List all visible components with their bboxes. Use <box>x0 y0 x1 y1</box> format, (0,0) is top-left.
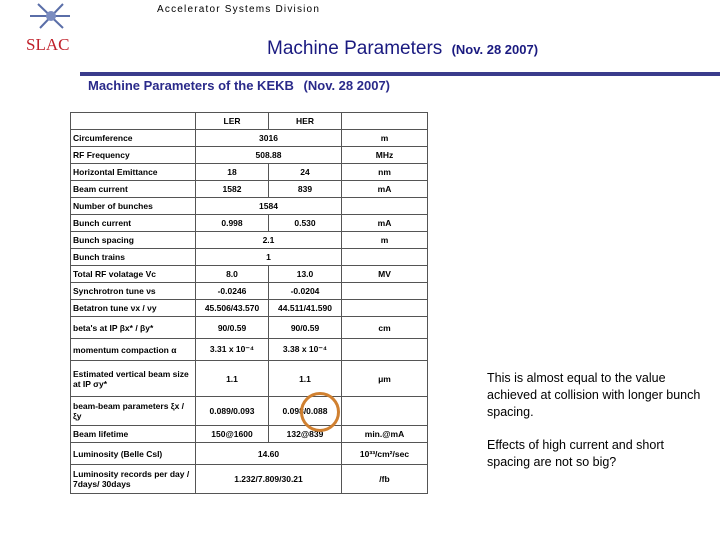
shared-value: 1584 <box>196 198 342 215</box>
ler-value: 18 <box>196 164 269 181</box>
her-value: 44.511/41.590 <box>269 300 342 317</box>
annotation-note-1: This is almost equal to the value achieved at collision with longer bunch spacing. <box>487 371 701 419</box>
table-row <box>71 249 428 266</box>
table-row <box>71 283 428 300</box>
unit-value <box>342 300 428 317</box>
unit-value: mA <box>342 215 428 232</box>
row-label: Luminosity (Belle CsI) <box>71 443 196 465</box>
row-label: Estimated vertical beam size at IP σy* <box>71 361 196 397</box>
table-title-text: Machine Parameters of the KEKB <box>88 78 294 93</box>
page-title <box>267 38 538 60</box>
ler-value: 0.998 <box>196 215 269 232</box>
her-value: 132@839 <box>269 426 342 443</box>
table-row <box>71 164 428 181</box>
unit-value: nm <box>342 164 428 181</box>
title-divider <box>80 72 720 76</box>
unit-value: min.@mA <box>342 426 428 443</box>
shared-value: 14.60 <box>196 443 342 465</box>
row-label: Horizontal Emittance <box>71 164 196 181</box>
unit-value: MV <box>342 266 428 283</box>
row-label: Beam lifetime <box>71 426 196 443</box>
row-label: Bunch spacing <box>71 232 196 249</box>
ler-value: 150@1600 <box>196 426 269 443</box>
her-value: -0.0204 <box>269 283 342 300</box>
table-row <box>71 317 428 339</box>
table-row <box>71 181 428 198</box>
row-label: momentum compaction α <box>71 339 196 361</box>
unit-value: mA <box>342 181 428 198</box>
table-row <box>71 443 428 465</box>
division-label: Accelerator Systems Division <box>157 4 321 15</box>
ler-value: 1.1 <box>196 361 269 397</box>
her-value: 13.0 <box>269 266 342 283</box>
row-label: Bunch trains <box>71 249 196 266</box>
row-label: Beam current <box>71 181 196 198</box>
header-parameter <box>71 113 196 130</box>
unit-value <box>342 397 428 426</box>
table-title-date: (Nov. 28 2007) <box>303 78 390 93</box>
her-value: 1.1 <box>269 361 342 397</box>
unit-value: MHz <box>342 147 428 164</box>
table-title <box>88 78 390 93</box>
ler-value: 0.089/0.093 <box>196 397 269 426</box>
row-label: Bunch current <box>71 215 196 232</box>
ler-value: 8.0 <box>196 266 269 283</box>
table-row <box>71 426 428 443</box>
ler-value: 90/0.59 <box>196 317 269 339</box>
unit-value: m <box>342 130 428 147</box>
header-unit <box>342 113 428 130</box>
row-label: Total RF volatage Vc <box>71 266 196 283</box>
row-label: beta's at IP βx* / βy* <box>71 317 196 339</box>
slac-logo-text: SLAC <box>26 35 70 54</box>
annotation-note-2: Effects of high current and short spacing are not so big? <box>487 438 664 469</box>
unit-value: /fb <box>342 465 428 494</box>
table-row <box>71 198 428 215</box>
her-value: 3.38 x 10⁻⁴ <box>269 339 342 361</box>
her-value: 90/0.59 <box>269 317 342 339</box>
shared-value: 3016 <box>196 130 342 147</box>
header-ler: LER <box>196 113 269 130</box>
unit-value: m <box>342 232 428 249</box>
slac-logo <box>18 2 88 56</box>
machine-parameters-table <box>70 112 428 494</box>
header-her: HER <box>269 113 342 130</box>
table-row <box>71 300 428 317</box>
table-row <box>71 397 428 426</box>
her-value: 839 <box>269 181 342 198</box>
row-label: Betatron tune νx / νy <box>71 300 196 317</box>
table-row <box>71 339 428 361</box>
shared-value: 1.232/7.809/30.21 <box>196 465 342 494</box>
row-label: Circumference <box>71 130 196 147</box>
row-label: beam-beam parameters ξx / ξy <box>71 397 196 426</box>
unit-value: 10³³/cm²/sec <box>342 443 428 465</box>
unit-value <box>342 283 428 300</box>
shared-value: 508.88 <box>196 147 342 164</box>
ler-value: -0.0246 <box>196 283 269 300</box>
unit-value <box>342 339 428 361</box>
table-row <box>71 215 428 232</box>
table-row <box>71 130 428 147</box>
table-row <box>71 465 428 494</box>
unit-value: μm <box>342 361 428 397</box>
her-value: 24 <box>269 164 342 181</box>
row-label: Number of bunches <box>71 198 196 215</box>
her-value: 0.098/0.088 <box>269 397 342 426</box>
shared-value: 1 <box>196 249 342 266</box>
her-value: 0.530 <box>269 215 342 232</box>
ler-value: 3.31 x 10⁻⁴ <box>196 339 269 361</box>
row-label: RF Frequency <box>71 147 196 164</box>
shared-value: 2.1 <box>196 232 342 249</box>
row-label: Synchrotron tune νs <box>71 283 196 300</box>
row-label: Luminosity records per day / 7days/ 30days <box>71 465 196 494</box>
unit-value <box>342 198 428 215</box>
table-header-row <box>71 113 428 130</box>
table-row <box>71 361 428 397</box>
table-row <box>71 266 428 283</box>
ler-value: 1582 <box>196 181 269 198</box>
table-row <box>71 147 428 164</box>
page-title-date: (Nov. 28 2007) <box>451 42 539 57</box>
unit-value <box>342 249 428 266</box>
unit-value: cm <box>342 317 428 339</box>
table-row <box>71 232 428 249</box>
ler-value: 45.506/43.570 <box>196 300 269 317</box>
page-title-text: Machine Parameters <box>267 38 443 59</box>
highlight-circle <box>300 392 340 432</box>
